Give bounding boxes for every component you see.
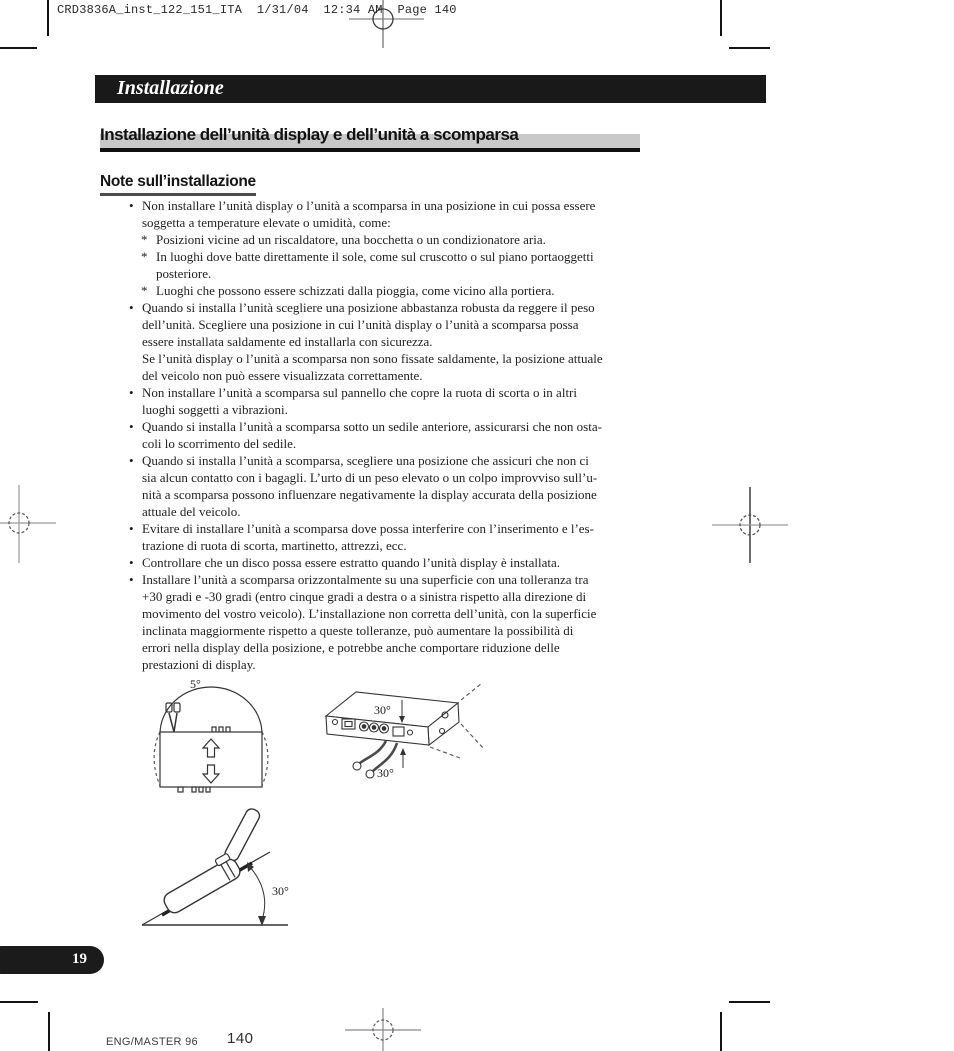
crop-mark-bottom-left-v bbox=[48, 1012, 50, 1051]
note-subitem bbox=[141, 282, 709, 299]
hidden-unit-rear-diagram bbox=[326, 683, 484, 780]
note-item bbox=[129, 197, 709, 231]
note-subitem bbox=[141, 248, 709, 282]
angle-label-5deg: 5° bbox=[190, 677, 201, 691]
registration-mark-bottom bbox=[343, 1006, 423, 1051]
bullet-marker: • bbox=[129, 572, 134, 587]
chapter-title: Installazione bbox=[117, 77, 224, 99]
note-item bbox=[129, 299, 709, 384]
section-heading-rule bbox=[100, 148, 640, 152]
page-tab bbox=[0, 946, 104, 974]
incline-diagram bbox=[142, 807, 289, 926]
note-text: Quando si installa l’unità scegliere una posizione abbastanza robusta da reggere il peso dell’unità. Scegliere una posizione in cui l’unità display o l’unità a scomparsa possa essere installata saldamente ed installarla con sicurezza. Se l’unità display o l’unità a scomparsa non sono fissate saldamente, la posizione attuale del veicolo non può essere visualizzata correttamente. bbox=[142, 300, 603, 383]
note-text: In luoghi dove batte direttamente il sole, come sul cruscotto o sul piano portaoggetti posteriore. bbox=[156, 249, 594, 281]
registration-mark-right bbox=[710, 485, 790, 565]
crop-mark-top-right-h bbox=[729, 47, 770, 49]
note-text: Quando si installa l’unità a scomparsa, scegliere una posizione che assicuri che non ci sia alcun contatto con i bagagli. L’urto di un peso elevato o un colpo improvviso sull’u- nità a scomparsa possono influenzare negativamente la display accurata della posizione attuale del veicolo. bbox=[142, 453, 598, 519]
crop-mark-bottom-right-h bbox=[729, 1001, 770, 1003]
note-text: Luoghi che possono essere schizzati dalla pioggia, come vicino alla portiera. bbox=[156, 283, 555, 298]
bullet-marker: • bbox=[129, 419, 134, 434]
note-text: Non installare l’unità display o l’unità a scomparsa in una posizione in cui possa essere soggetta a temperature elevate o umidità, come: bbox=[142, 198, 596, 230]
note-text: Non installare l’unità a scomparsa sul pannello che copre la ruota di scorta o in altri luoghi soggetti a vibrazioni. bbox=[142, 385, 577, 417]
note-item bbox=[129, 571, 709, 673]
print-slug: CRD3836A_inst_122_151_ITA 1/31/04 12:34 AM Page 140 bbox=[57, 3, 457, 17]
note-item bbox=[129, 554, 709, 571]
note-item bbox=[129, 520, 709, 554]
note-subitem bbox=[141, 231, 709, 248]
subsection-title-text: Note sull’installazione bbox=[100, 173, 256, 196]
bullet-marker: • bbox=[129, 555, 134, 570]
section-title: Installazione dell’unità display e dell’unità a scomparsa bbox=[100, 125, 519, 144]
note-item bbox=[129, 452, 709, 520]
bullet-marker: * bbox=[141, 283, 148, 298]
bullet-marker: • bbox=[129, 385, 134, 400]
angle-label-30deg-up: 30° bbox=[374, 703, 391, 717]
registration-mark-left bbox=[0, 485, 60, 565]
display-unit-front-diagram bbox=[154, 677, 268, 792]
bullet-marker: * bbox=[141, 232, 148, 247]
note-text: Quando si installa l’unità a scomparsa sotto un sedile anteriore, assicurarsi che non osta- coli lo scorrimento del sedile. bbox=[142, 419, 602, 451]
installation-diagrams bbox=[130, 670, 500, 950]
note-item bbox=[129, 384, 709, 418]
note-text: Posizioni vicine ad un riscaldatore, una bocchetta o un condizionatore aria. bbox=[156, 232, 546, 247]
angle-label-30deg-incline: 30° bbox=[272, 884, 289, 898]
bullet-marker: * bbox=[141, 249, 148, 264]
crop-mark-bottom-left-h bbox=[0, 1001, 38, 1003]
bullet-marker: • bbox=[129, 300, 134, 315]
note-text: Controllare che un disco possa essere estratto quando l’unità display è installata. bbox=[142, 555, 561, 570]
subsection-title bbox=[100, 173, 256, 196]
crop-mark-bottom-right-v bbox=[720, 1012, 722, 1051]
bullet-marker: • bbox=[129, 198, 134, 213]
note-text: Evitare di installare l’unità a scomparsa dove possa interferire con l’inserimento e l’es- trazione di ruota di scorta, martinetto, attrezzi, ecc. bbox=[142, 521, 594, 553]
note-text: Installare l’unità a scomparsa orizzontalmente su una superficie con una tolleranza tra +30 gradi e -30 gradi (entro cinque gradi a destra o a sinistra rispetto alla direzione di movimento del vostro veicolo). L’installazione non corretta dell’unità, con la superficie inclinata maggiormente rispetto a queste tolleranze, può aumentare la possibilità di errori nella display della posizione, e potrebbe anche comportare riduzione delle prestazioni di display. bbox=[142, 572, 597, 672]
page-tab-number: 19 bbox=[72, 951, 87, 967]
footer-page-number: 140 bbox=[227, 1030, 254, 1047]
footer-master-label: ENG/MASTER 96 bbox=[106, 1036, 198, 1048]
bullet-marker: • bbox=[129, 521, 134, 536]
crop-mark-top-left-h bbox=[0, 47, 37, 49]
chapter-bar bbox=[95, 75, 766, 103]
notes-list bbox=[129, 197, 709, 673]
bullet-marker: • bbox=[129, 453, 134, 468]
note-item bbox=[129, 418, 709, 452]
crop-mark-top-right-v bbox=[720, 0, 722, 36]
angle-label-30deg-down: 30° bbox=[377, 766, 394, 780]
crop-mark-top-left-v bbox=[47, 0, 49, 36]
